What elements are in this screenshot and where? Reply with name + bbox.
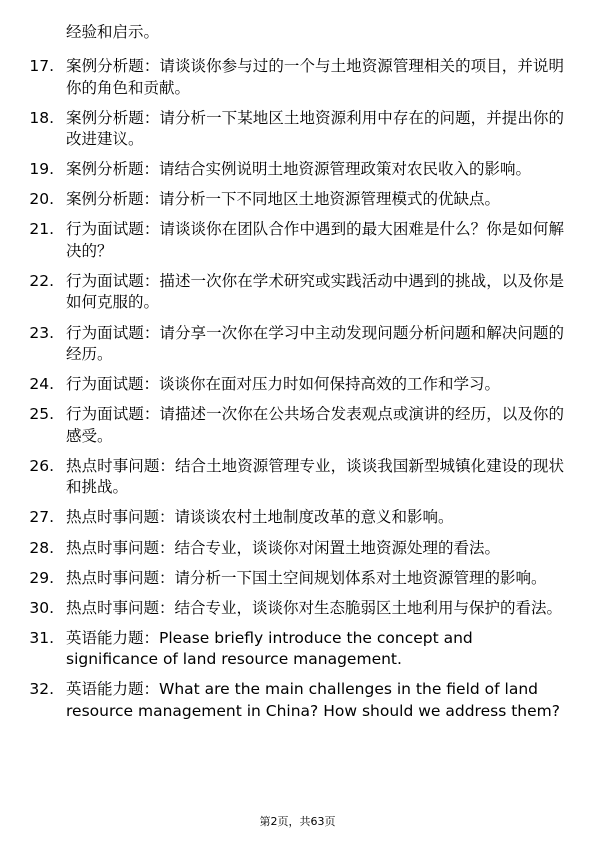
question-item (0, 159, 595, 181)
page-footer: 第2页，共63页 (259, 815, 336, 828)
question-text: 行为面试题：描述一次你在学术研究或实践活动中遇到的挑战，以及你是如何克服的。 (66, 271, 564, 312)
question-text: 案例分析题：请谈谈你参与过的一个与土地资源管理相关的项目，并说明你的角色和贡献。 (66, 57, 564, 97)
question-number: 17. (29, 57, 54, 75)
question-item (0, 108, 595, 151)
question-number: 18. (29, 108, 54, 127)
question-item (0, 679, 595, 722)
question-text: 热点时事问题：结合专业，谈谈你对闲置土地资源处理的看法。 (66, 538, 501, 557)
question-list (0, 56, 595, 731)
question-text: 案例分析题：请分析一下不同地区土地资源管理模式的优缺点。 (66, 190, 501, 209)
question-number: 29. (29, 568, 54, 587)
continuation-text: 经验和启示。 (66, 23, 160, 41)
question-number: 19. (29, 160, 54, 179)
question-text: 行为面试题：请谈谈你在团队合作中遇到的最大困难是什么？你是如何解决的？ (66, 220, 564, 260)
question-item (0, 219, 595, 262)
question-item (0, 323, 595, 366)
question-text: 热点时事问题：结合土地资源管理专业，谈谈我国新型城镇化建设的现状和挑战。 (66, 456, 564, 497)
question-number: 21. (29, 220, 54, 239)
question-text: 热点时事问题：结合专业，谈谈你对生态脆弱区土地利用与保护的看法。 (66, 598, 563, 617)
question-number: 27. (29, 508, 54, 527)
question-text: 案例分析题：请结合实例说明土地资源管理政策对农民收入的影响。 (66, 160, 532, 179)
question-item (0, 271, 595, 314)
question-number: 31. (29, 628, 54, 647)
question-item (0, 456, 595, 499)
question-item (0, 404, 595, 447)
question-number: 28. (29, 538, 54, 557)
question-item (0, 568, 595, 590)
question-text: 行为面试题：请分享一次你在学习中主动发现问题分析问题和解决问题的经历。 (66, 323, 564, 364)
question-text: 英语能力题：What are the main challenges in the field of land resource management in China? How should we address them? (66, 680, 560, 720)
question-number: 32. (29, 680, 54, 699)
question-item (0, 56, 595, 99)
question-text: 热点时事问题：请谈谈农村土地制度改革的意义和影响。 (66, 508, 454, 527)
question-item (0, 189, 595, 211)
question-number: 26. (29, 456, 54, 475)
question-number: 22. (29, 271, 54, 290)
question-text: 行为面试题：请描述一次你在公共场合发表观点或演讲的经历，以及你的感受。 (66, 405, 564, 445)
question-text: 行为面试题：谈谈你在面对压力时如何保持高效的工作和学习。 (66, 375, 501, 394)
question-item (0, 538, 595, 560)
question-number: 24. (29, 375, 54, 394)
question-text: 案例分析题：请分析一下某地区土地资源利用中存在的问题，并提出你的改进建议。 (66, 108, 564, 149)
question-number: 20. (29, 190, 54, 209)
question-item (0, 628, 595, 671)
question-text: 热点时事问题：请分析一下国土空间规划体系对土地资源管理的影响。 (66, 568, 547, 587)
question-item (0, 507, 595, 529)
question-item (0, 374, 595, 396)
question-number: 25. (29, 405, 54, 424)
question-number: 30. (29, 598, 54, 617)
question-item (0, 598, 595, 620)
question-number: 23. (29, 323, 54, 342)
question-text: 英语能力题：Please briefly introduce the concept and significance of land resource management. (66, 628, 473, 669)
